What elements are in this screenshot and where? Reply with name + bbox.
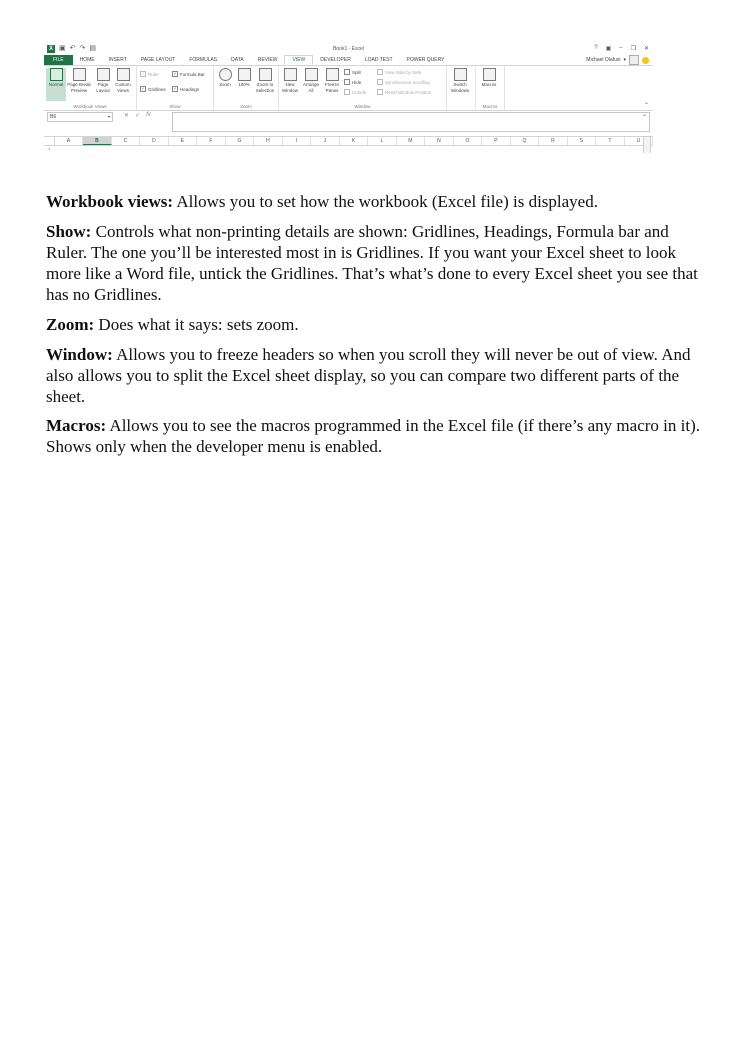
- macros-button[interactable]: Macros: [480, 68, 498, 88]
- tab-developer[interactable]: DEVELOPER: [320, 57, 351, 63]
- column-header-o[interactable]: O: [454, 137, 483, 145]
- user-name: Michael Olafusi: [586, 57, 621, 63]
- workbook-views-group: [44, 66, 137, 110]
- tab-review[interactable]: REVIEW: [257, 57, 278, 63]
- ribbon: [44, 65, 653, 111]
- feedback-smiley-icon[interactable]: [642, 57, 649, 64]
- normal-view-button[interactable]: Normal: [46, 68, 66, 101]
- synchronous-scrolling-button[interactable]: Synchronous Scrolling: [377, 79, 430, 85]
- paragraph-zoom: Zoom: Does what it says: sets zoom.: [46, 315, 299, 334]
- excel-logo-icon: X: [48, 46, 53, 52]
- reset-position-icon: [377, 89, 383, 95]
- reset-window-position-button[interactable]: Reset Window Position: [377, 89, 431, 95]
- normal-view-icon: [50, 68, 63, 81]
- side-by-side-icon: [377, 69, 383, 75]
- column-header-k[interactable]: K: [340, 137, 369, 145]
- row-header[interactable]: 1: [48, 146, 51, 151]
- custom-views-icon: [117, 68, 130, 81]
- term: Workbook views:: [46, 192, 174, 211]
- column-header-b[interactable]: B: [83, 137, 112, 145]
- tab-home[interactable]: HOME: [79, 57, 95, 63]
- save-icon[interactable]: ▣: [59, 45, 66, 52]
- split-button[interactable]: Split: [344, 69, 361, 75]
- new-window-icon: [284, 68, 297, 81]
- column-header-p[interactable]: P: [482, 137, 511, 145]
- group-label: Zoom: [240, 104, 252, 109]
- term: Window:: [46, 345, 113, 364]
- dropdown-icon: ▾: [623, 57, 626, 63]
- hide-icon: [344, 79, 350, 85]
- tab-data[interactable]: DATA: [231, 57, 244, 63]
- page-break-icon: [73, 68, 86, 81]
- cancel-icon[interactable]: ✕: [124, 113, 130, 119]
- column-header-t[interactable]: T: [596, 137, 625, 145]
- freeze-panes-button[interactable]: Freeze Panes: [323, 68, 341, 93]
- zoom-group: [214, 66, 279, 110]
- ribbon-tabs: [44, 55, 653, 65]
- view-side-by-side-button[interactable]: View Side by Side: [377, 69, 421, 75]
- column-header-j[interactable]: J: [311, 137, 340, 145]
- expand-formula-bar-icon[interactable]: ⌃: [641, 115, 647, 121]
- group-label: Workbook Views: [73, 104, 107, 109]
- column-header-c[interactable]: C: [112, 137, 141, 145]
- group-label: Window: [354, 104, 371, 109]
- restore-icon[interactable]: ❐: [630, 46, 636, 52]
- arrange-all-button[interactable]: Arrange All: [302, 68, 320, 93]
- paragraph-workbook-views: Workbook views: Allows you to set how the workbook (Excel file) is displayed.: [46, 192, 598, 211]
- term: Macros:: [46, 416, 107, 435]
- hide-button[interactable]: Hide: [344, 79, 361, 85]
- enter-icon[interactable]: ✓: [135, 113, 141, 119]
- zoom-selection-icon: [259, 68, 272, 81]
- unhide-button[interactable]: Unhide: [344, 89, 366, 95]
- close-icon[interactable]: ✕: [643, 46, 649, 52]
- magnifier-icon: [219, 68, 232, 81]
- group-label: Show: [169, 104, 181, 109]
- ribbon-display-icon[interactable]: ▣: [605, 46, 612, 52]
- column-header-r[interactable]: R: [539, 137, 568, 145]
- window-title: Book1 - Excel: [333, 46, 364, 52]
- column-header-l[interactable]: L: [368, 137, 397, 145]
- column-header-g[interactable]: G: [226, 137, 255, 145]
- user-account[interactable]: [586, 55, 649, 65]
- zoom-100-button[interactable]: 100%: [235, 68, 253, 88]
- paragraph-macros: Macros: Allows you to see the macros programmed in the Excel file (if there’s any macro in it). Shows only when the developer menu is enabled.: [46, 416, 700, 456]
- select-all-corner[interactable]: [44, 137, 55, 145]
- unhide-icon: [344, 89, 350, 95]
- name-box[interactable]: B6 ▾: [47, 112, 113, 122]
- redo-icon[interactable]: ↷: [79, 45, 86, 52]
- avatar: [629, 55, 639, 65]
- insert-function-icon[interactable]: fx: [146, 112, 151, 118]
- sync-scroll-icon: [377, 79, 383, 85]
- switch-windows-button[interactable]: Switch Windows: [448, 68, 472, 93]
- page-layout-button[interactable]: Page Layout: [94, 68, 112, 93]
- tab-view[interactable]: VIEW: [284, 55, 313, 65]
- column-header-e[interactable]: E: [169, 137, 198, 145]
- page-break-preview-button[interactable]: Page Break Preview: [67, 68, 91, 93]
- help-icon[interactable]: ?: [594, 45, 598, 51]
- arrange-all-icon: [305, 68, 318, 81]
- column-header-u[interactable]: U: [625, 137, 653, 145]
- undo-icon[interactable]: ↶: [69, 45, 76, 52]
- gridlines-checkbox[interactable]: ✓ Gridlines: [141, 86, 166, 92]
- column-header-a[interactable]: A: [55, 137, 84, 145]
- paragraph-window: Window: Allows you to freeze headers so when you scroll they will never be out of view. And also allows you to split the Excel sheet display, so you can compare two different parts of the sheet.: [46, 345, 691, 406]
- column-header-m[interactable]: M: [397, 137, 426, 145]
- collapse-ribbon-icon[interactable]: ⌃: [643, 103, 649, 109]
- new-window-button[interactable]: New Window: [281, 68, 299, 93]
- zoom-button[interactable]: Zoom: [216, 68, 234, 88]
- macros-icon: [483, 68, 496, 81]
- custom-views-button[interactable]: Custom Views: [114, 68, 132, 93]
- formula-bar: [44, 111, 653, 133]
- page-layout-icon: [97, 68, 110, 81]
- column-header-i[interactable]: I: [283, 137, 312, 145]
- column-header-q[interactable]: Q: [511, 137, 540, 145]
- formula-bar-controls: [124, 112, 151, 119]
- column-header-f[interactable]: F: [197, 137, 226, 145]
- show-group: [137, 66, 214, 110]
- window-group: [279, 66, 447, 110]
- ruler-checkbox[interactable]: ✓ Ruler: [141, 71, 159, 77]
- column-header-n[interactable]: N: [425, 137, 454, 145]
- paragraph-show: Show: Controls what non-printing details are shown: Gridlines, Headings, Formula bar and Ruler. The one you’ll be interested most in is Gridlines. If you want your Excel sheet to look more like a Word file, untick the Gridlines. That’s what’s done to every Excel sheet you see that has no Gridlines.: [46, 222, 698, 304]
- zoom-to-selection-button[interactable]: Zoom to Selection: [254, 68, 276, 93]
- term: Show:: [46, 222, 92, 241]
- split-icon: [344, 69, 350, 75]
- formula-bar-checkbox[interactable]: ✓ Formula Bar: [173, 71, 205, 77]
- tab-formulas[interactable]: FORMULAS: [189, 57, 218, 63]
- customize-qat-icon[interactable]: ▤: [89, 45, 96, 52]
- term: Zoom:: [46, 315, 95, 334]
- column-header-d[interactable]: D: [140, 137, 169, 145]
- tab-page-layout[interactable]: PAGE LAYOUT: [140, 57, 176, 63]
- title-bar: [44, 43, 653, 55]
- zoom-100-icon: [238, 68, 251, 81]
- column-header-s[interactable]: S: [568, 137, 597, 145]
- tab-file[interactable]: FILE: [44, 55, 73, 65]
- tab-load-test[interactable]: LOAD TEST: [364, 57, 393, 63]
- window-controls: [594, 45, 649, 52]
- dropdown-icon: ▾: [107, 114, 110, 119]
- tab-power-query[interactable]: POWER QUERY: [406, 57, 445, 63]
- excel-screenshot: [44, 43, 653, 153]
- tab-insert[interactable]: INSERT: [108, 57, 127, 63]
- group-label: Macros: [482, 104, 498, 109]
- headings-checkbox[interactable]: ✓ Headings: [173, 86, 200, 92]
- minimize-icon[interactable]: –: [619, 45, 623, 51]
- column-headers: [44, 136, 653, 146]
- switch-windows-icon: [454, 68, 467, 81]
- vertical-scrollbar[interactable]: [643, 136, 651, 153]
- column-header-h[interactable]: H: [254, 137, 283, 145]
- freeze-panes-icon: [326, 68, 339, 81]
- formula-input[interactable]: [172, 112, 650, 132]
- macros-group: [475, 66, 505, 110]
